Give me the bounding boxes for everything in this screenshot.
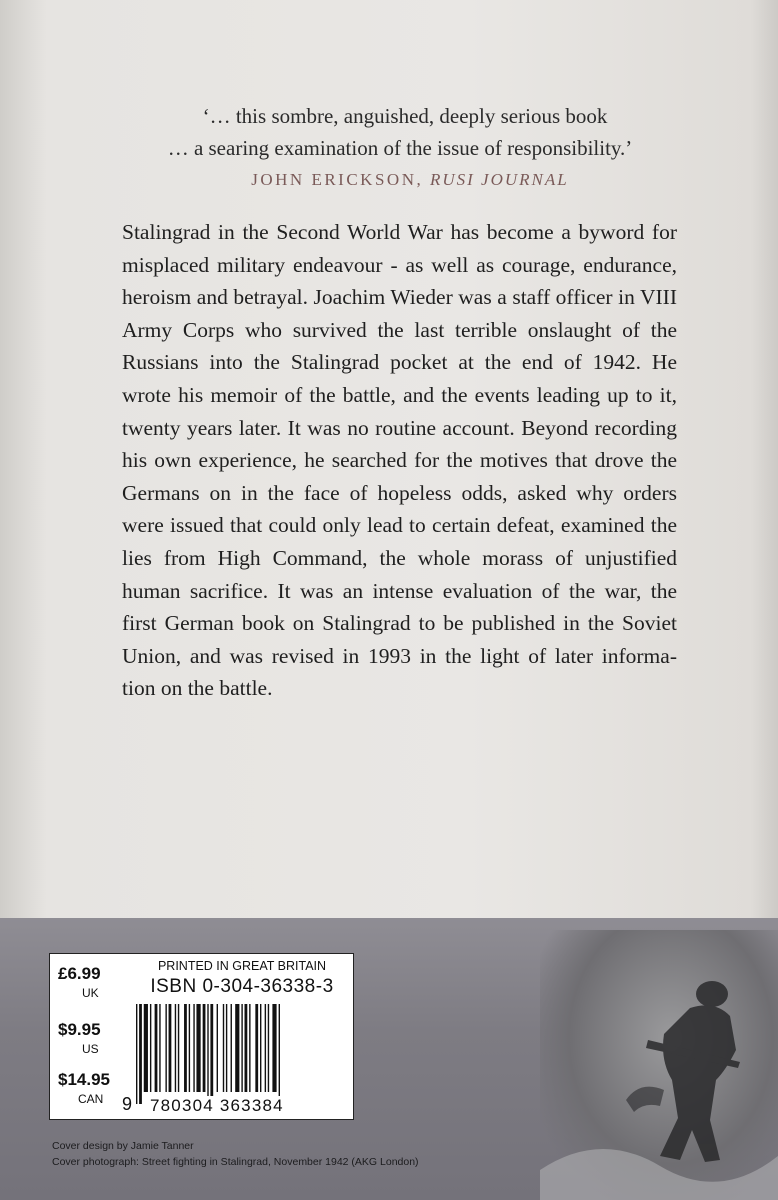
barcode-bar — [260, 1004, 261, 1092]
isbn: ISBN 0-304-36338-3 — [150, 976, 334, 997]
cover-photo — [540, 930, 778, 1200]
barcode-bar — [265, 1004, 266, 1092]
blurb-line: Stalingrad in the Second World War has become a byword for — [122, 220, 677, 244]
blurb-line: twenty years later. It was no routine account. Beyond recording — [122, 415, 677, 440]
barcode-bar — [144, 1004, 148, 1092]
ean-lead-digit: 9 — [122, 1094, 133, 1114]
currency-can: CAN — [78, 1092, 104, 1106]
currency-us: US — [82, 1042, 99, 1056]
spine-shadow — [750, 0, 778, 930]
blurb-line: human sacrifice. It was an intense evaluation of the war, the — [122, 578, 677, 603]
printed-in: PRINTED IN GREAT BRITAIN — [157, 959, 327, 973]
ean-digits: 780304 363384 — [148, 1096, 350, 1116]
cover-credits — [52, 1138, 419, 1170]
quote-author: JOHN ERICKSON, — [251, 170, 424, 189]
barcode-bar — [139, 1004, 142, 1104]
barcode-bar — [136, 1004, 137, 1104]
blurb-line: lies from High Command, the whole morass of unjustified — [122, 545, 677, 570]
barcode-bar — [231, 1004, 232, 1092]
blurb-line: heroism and betrayal. Joachim Wieder was a staff officer in VIII — [122, 285, 677, 310]
blurb-line: Germans on in the face of hopeless odds, asked why orders — [122, 480, 677, 505]
blurb-line: first German book on Stalingrad to be published in the Soviet — [122, 611, 677, 636]
blurb-line: were issued that could only lead to certain defeat, examined the — [122, 513, 677, 538]
soldier-photo-icon — [540, 930, 778, 1200]
barcode-panel — [49, 953, 354, 1120]
barcode-bar — [235, 1004, 239, 1092]
photo-credit: Cover photograph: Street fighting in Stalingrad, November 1942 (AKG London) — [52, 1156, 419, 1168]
barcode-bar — [189, 1004, 190, 1092]
barcode-bar — [226, 1004, 227, 1092]
barcode-bar — [178, 1004, 179, 1092]
quote-line-2: … a searing examination of the issue of responsibility.’ — [167, 136, 633, 160]
barcode-bar — [165, 1004, 166, 1092]
quote-attribution — [120, 164, 680, 196]
blurb-line: Army Corps who survived the last terrible onslaught of the — [122, 317, 677, 342]
blurb-line: Union, and was revised in 1993 in the light of later informa- — [122, 643, 677, 668]
barcode-bar — [150, 1004, 151, 1092]
quote-line-1: ‘… this sombre, anguished, deeply serious book — [202, 104, 608, 128]
blurb-line: his own experience, he searched for the motives that drove the — [122, 448, 677, 473]
blurb-line: wrote his memoir of the battle, and the events leading up to it, — [122, 382, 677, 407]
blurb-line: misplaced military endeavour - as well as courage, endurance, — [122, 252, 677, 277]
barcode-bar — [175, 1004, 176, 1092]
barcode-bar — [196, 1004, 200, 1092]
barcode-bar — [249, 1004, 250, 1092]
blurb-line: tion on the battle. — [122, 676, 273, 701]
barcode-bar — [268, 1004, 269, 1092]
barcode-bar — [203, 1004, 206, 1092]
review-quote — [120, 100, 680, 196]
barcode-bar — [159, 1004, 160, 1092]
blurb-line: Russians into the Stalingrad pocket at the end of 1942. He — [122, 350, 677, 375]
barcode-bar — [279, 1004, 280, 1104]
barcode-icon — [134, 1004, 350, 1108]
price-uk: £6.99 — [58, 964, 101, 983]
barcode-bar — [241, 1004, 242, 1092]
currency-uk: UK — [82, 986, 99, 1000]
barcode-bar — [184, 1004, 187, 1092]
barcode-bar — [223, 1004, 224, 1092]
barcode-bar — [245, 1004, 248, 1092]
barcode-bar — [207, 1004, 208, 1104]
price-us: $9.95 — [58, 1020, 101, 1039]
book-blurb — [122, 216, 677, 705]
barcode-bar — [193, 1004, 194, 1092]
quote-source: RUSI JOURNAL — [429, 170, 569, 189]
barcode-bar — [217, 1004, 218, 1092]
barcode-bar — [155, 1004, 158, 1092]
design-credit: Cover design by Jamie Tanner — [52, 1140, 194, 1152]
barcode-bar — [255, 1004, 258, 1092]
barcode-bar — [210, 1004, 213, 1104]
price-can: $14.95 — [58, 1070, 110, 1089]
barcode-bar — [169, 1004, 172, 1092]
barcode-bar — [272, 1004, 276, 1092]
